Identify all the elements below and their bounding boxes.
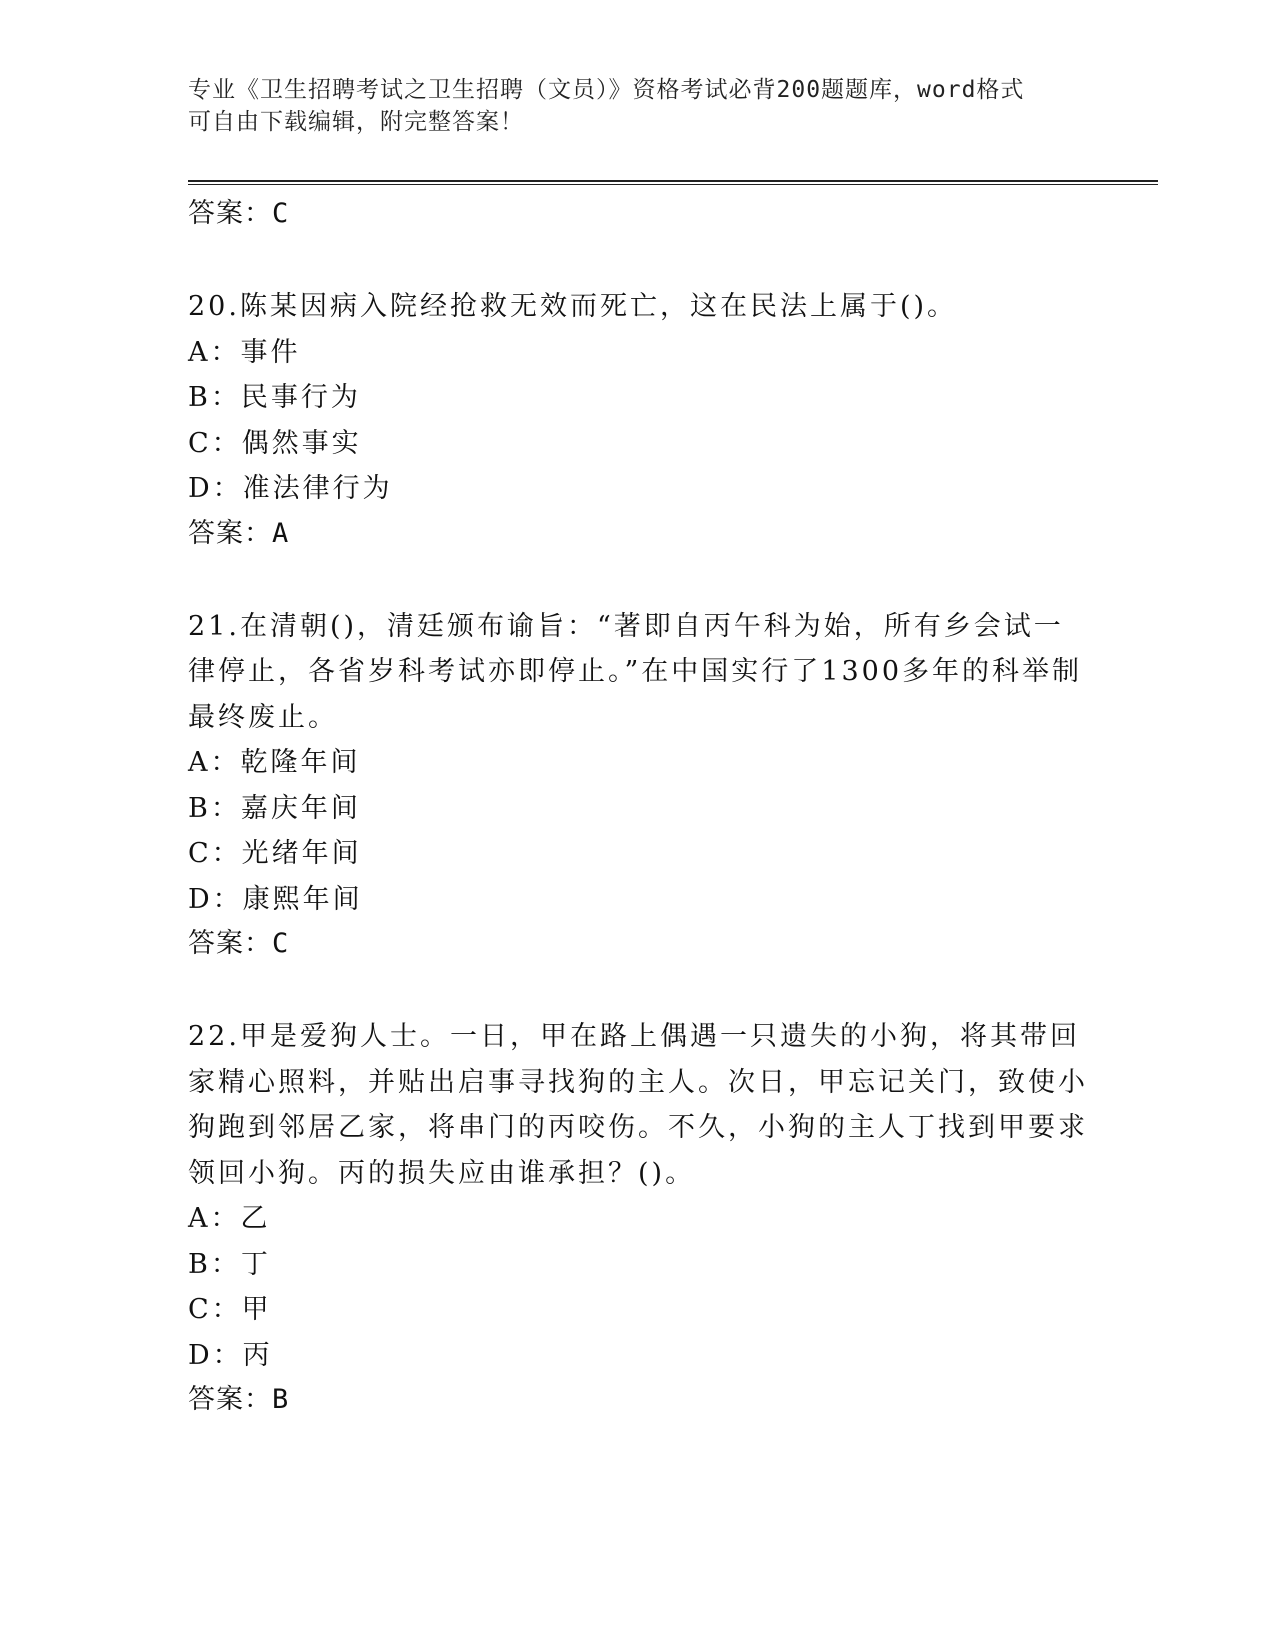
header-line-2: 可自由下载编辑，附完整答案！ <box>188 109 524 135</box>
answer-line: 答案：A <box>188 517 290 549</box>
question-block-21 <box>188 604 1088 967</box>
option-b: B：民事行为 <box>188 382 361 413</box>
header-divider-thick <box>188 180 1158 182</box>
option-c: C：偶然事实 <box>188 427 362 459</box>
answer-line: 答案：B <box>188 1384 290 1415</box>
header-line-1: 专业《卫生招聘考试之卫生招聘（文员）》资格考试必背200题题库，word格式 <box>188 77 1025 103</box>
option-c: C：甲 <box>188 1294 272 1325</box>
question-block-22 <box>188 1014 1088 1422</box>
option-a: A：乙 <box>188 1203 271 1234</box>
question-text: 20.陈某因病入院经抢救无效而死亡，这在民法上属于()。 <box>188 291 958 322</box>
spacer <box>188 966 1088 1014</box>
option-a: A：乾隆年间 <box>188 747 361 778</box>
header-divider-thin <box>188 184 1158 185</box>
option-c: C：光绪年间 <box>188 838 362 869</box>
previous-answer: 答案：C <box>188 198 290 229</box>
question-text: 21.在清朝()，清廷颁布谕旨：“著即自丙午科为始，所有乡会试一律停止，各省岁科考试亦即停止。”在中国实行了1300多年的科举制最终废止。 <box>188 610 1083 733</box>
document-body <box>188 192 1088 1422</box>
answer-line: 答案：C <box>188 928 290 959</box>
option-b: B：丁 <box>188 1248 271 1280</box>
question-block-20 <box>188 284 1088 556</box>
option-d: D：丙 <box>188 1339 273 1371</box>
option-b: B：嘉庆年间 <box>188 792 361 824</box>
spacer <box>188 556 1088 604</box>
question-text: 22.甲是爱狗人士。一日，甲在路上偶遇一只遗失的小狗，将其带回家精心照料，并贴出启事寻找狗的主人。次日，甲忘记关门，致使小狗跑到邻居乙家，将串门的丙咬伤。不久，小狗的主人丁找到甲要求领回小狗。丙的损失应由谁承担？()。 <box>188 1021 1088 1189</box>
option-a: A：事件 <box>188 336 301 368</box>
option-d: D：准法律行为 <box>188 473 393 504</box>
spacer <box>188 236 1088 284</box>
document-header <box>188 74 1088 138</box>
option-d: D：康熙年间 <box>188 883 363 915</box>
